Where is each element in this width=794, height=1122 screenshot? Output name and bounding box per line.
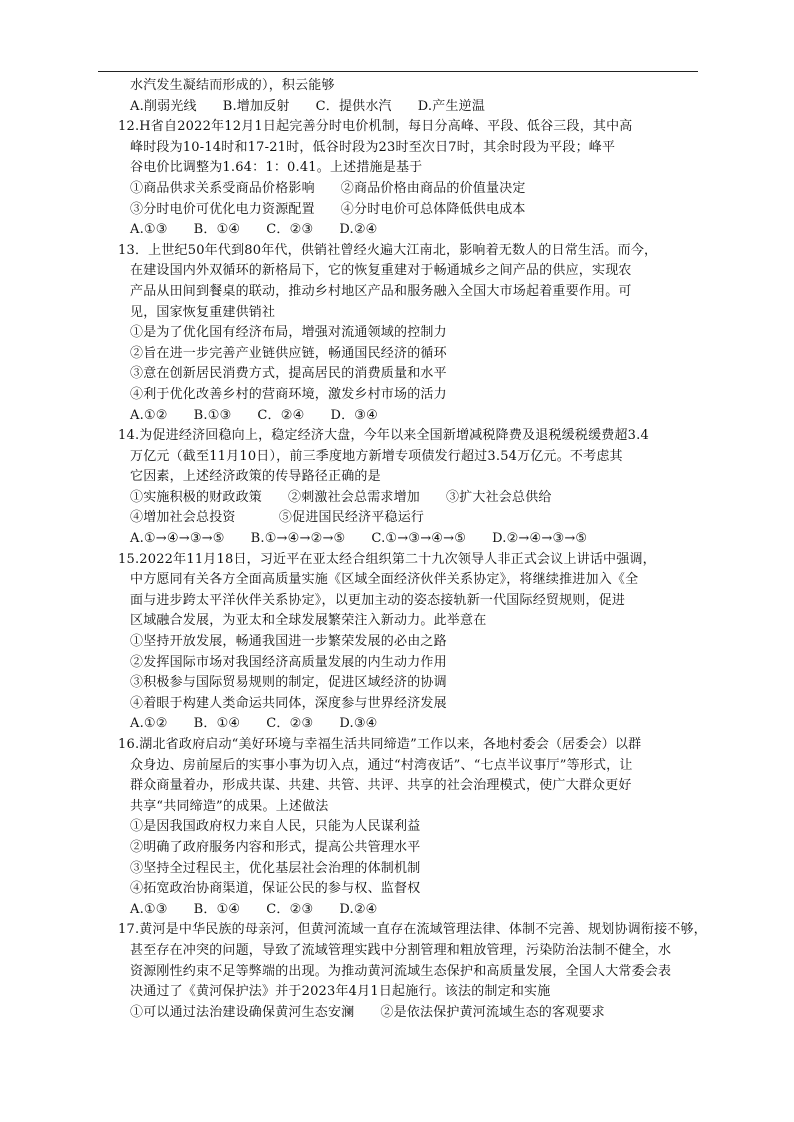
question-stem-line: 水汽发生凝结而形成的），积云能够 (130, 78, 335, 93)
question-stem-line: 17.黄河是中华民族的母亲河，但黄河流域一直存在流域管理法律、体制不完善、规划协调衔接不够， (118, 922, 707, 938)
question-stem-line: 面与进步跨太平洋伙伴关系协定》，以更加主动的姿态接轨新一代国际经贸规则，促进 (130, 592, 626, 608)
statement-line: ①坚持开放发展，畅通我国进一步繁荣发展的必由之路 (130, 634, 447, 650)
statement-line: ②旨在进一步完善产业链供应链，畅通国民经济的循环 (130, 345, 447, 361)
question-stem-line: 共享“共同缔造”的成果。上述做法 (130, 798, 329, 814)
statement-line: ③坚持全过程民主，优化基层社会治理的体制机制 (130, 860, 421, 876)
question-stem-line: 在建设国内外双循环的新格局下，它的恢复重建对于畅通城乡之间产品的供应，实现农 (130, 263, 632, 279)
question-stem-line: 15.2022年11月18日，习近平在亚太经合组织第二十九次领导人非正式会议上讲话中强调， (118, 551, 656, 567)
statement-line: ②发挥国际市场对我国经济高质量发展的内生动力作用 (130, 654, 447, 670)
statement-line: ④着眼于构建人类命运共同体，深度参与世界经济发展 (130, 695, 447, 711)
question-stem-line: 产品从田间到餐桌的联动，推动乡村地区产品和服务融入全国大市场起着重要作用。可 (130, 283, 632, 299)
question-12 (118, 117, 698, 241)
question-stem-line: 众身边、房前屋后的实事小事为切入点，通过“村湾夜话”、“七点半议事厅”等形式，让 (130, 757, 633, 773)
statement-line: ④利于优化改善乡村的营商环境，激发乡村市场的活力 (130, 386, 447, 402)
page-content (118, 76, 707, 1023)
question-11 (118, 76, 698, 117)
question-14 (118, 426, 698, 550)
question-16 (118, 735, 698, 920)
question-stem-line: 16.湖北省政府启动“美好环境与幸福生活共同缔造”工作以来，各地村委会（居委会）以群 (118, 737, 642, 752)
header-rule (98, 71, 698, 72)
question-13 (118, 241, 698, 426)
answer-options: A.①→④→③→⑤ B.①→④→②→⑤ C.①→③→④→⑤ D.②→④→③→⑤ (130, 531, 588, 547)
answer-options: A.①② B．①④ C．②③ D.③④ (130, 716, 378, 732)
question-stem-line: 峰时段为10-14时和17-21时，低谷时段为23时至次日7时，其余时段为平段；峰平 (130, 139, 616, 155)
statement-line: ①可以通过法治建设确保黄河生态安澜 ②是依法保护黄河流域生态的客观要求 (130, 1004, 605, 1020)
question-17 (118, 920, 707, 1023)
question-15 (118, 550, 698, 735)
answer-options: A.①③ B．①④ C．②③ D.②④ (130, 901, 378, 917)
question-stem-line: 资源刚性约束不足等弊端的出现。为推动黄河流域生态保护和高质量发展，全国人大常委会表 (130, 963, 672, 979)
statement-line: ④拓宽政治协商渠道，保证公民的参与权、监督权 (130, 881, 421, 897)
question-stem-line: 决通过了《黄河保护法》并于2023年4月1日起施行。该法的制定和实施 (130, 984, 551, 1000)
question-stem-line: 谷电价比调整为1.64：1：0.41。上述措施是基于 (130, 160, 423, 176)
answer-options: A.①③ B．①④ C．②③ D.②④ (130, 222, 378, 238)
question-stem-line: 万亿元（截至11月10日），前三季度地方新增专项债发行超过3.54万亿元。不考虑其 (130, 448, 623, 464)
statement-line: ④增加社会总投资 ⑤促进国民经济平稳运行 (130, 510, 425, 526)
statement-line: ①是因我国政府权力来自人民，只能为人民谋利益 (130, 819, 421, 835)
question-stem-line: 群众商量着办，形成共谋、共建、共管、共评、共享的社会治理模式，使广大群众更好 (130, 778, 632, 794)
statement-line: ①实施积极的财政政策 ②刺激社会总需求增加 ③扩大社会总供给 (130, 489, 552, 505)
statement-line: ②明确了政府服务内容和形式，提高公共管理水平 (130, 839, 421, 855)
question-stem-line: 13．上世纪50年代到80年代，供销社曾经火遍大江南北，影响着无数人的日常生活。而今， (118, 242, 658, 258)
statement-line: ①是为了优化国有经济布局，增强对流通领域的控制力 (130, 325, 447, 341)
answer-options: A.①② B.①③ C．②④ D．③④ (130, 407, 378, 423)
question-stem-line: 甚至存在冲突的问题，导致了流域管理实践中分割管理和粗放管理，污染防治法制不健全，水 (130, 942, 672, 958)
question-stem-line: 它因素，上述经济政策的传导路径正确的是 (130, 469, 381, 485)
question-stem-line: 14.为促进经济回稳向上，稳定经济大盘，今年以来全国新增减税降费及退税缓税缓费超3.4 (118, 428, 649, 444)
question-stem-line: 中方愿同有关各方全面高质量实施《区域全面经济伙伴关系协定》，将继续推进加入《全 (130, 572, 639, 588)
answer-options: A.削弱光线 B.增加反射 C．提供水汽 D.产生逆温 (130, 98, 486, 114)
question-stem-line: 12.H省自2022年12月1日起完善分时电价机制，每日分高峰、平段、低谷三段，其中高 (118, 119, 633, 135)
statement-line: ①商品供求关系受商品价格影响 ②商品价格由商品的价值量决定 (130, 180, 526, 196)
statement-line: ③意在创新居民消费方式，提高居民的消费质量和水平 (130, 366, 447, 382)
statement-line: ③积极参与国际贸易规则的制定，促进区域经济的协调 (130, 675, 447, 691)
statement-line: ③分时电价可优化电力资源配置 ④分时电价可总体降低供电成本 (130, 201, 526, 217)
question-stem-line: 见，国家恢复重建供销社 (130, 304, 276, 320)
question-stem-line: 区域融合发展，为亚太和全球发展繁荣注入新动力。此举意在 (130, 613, 487, 629)
